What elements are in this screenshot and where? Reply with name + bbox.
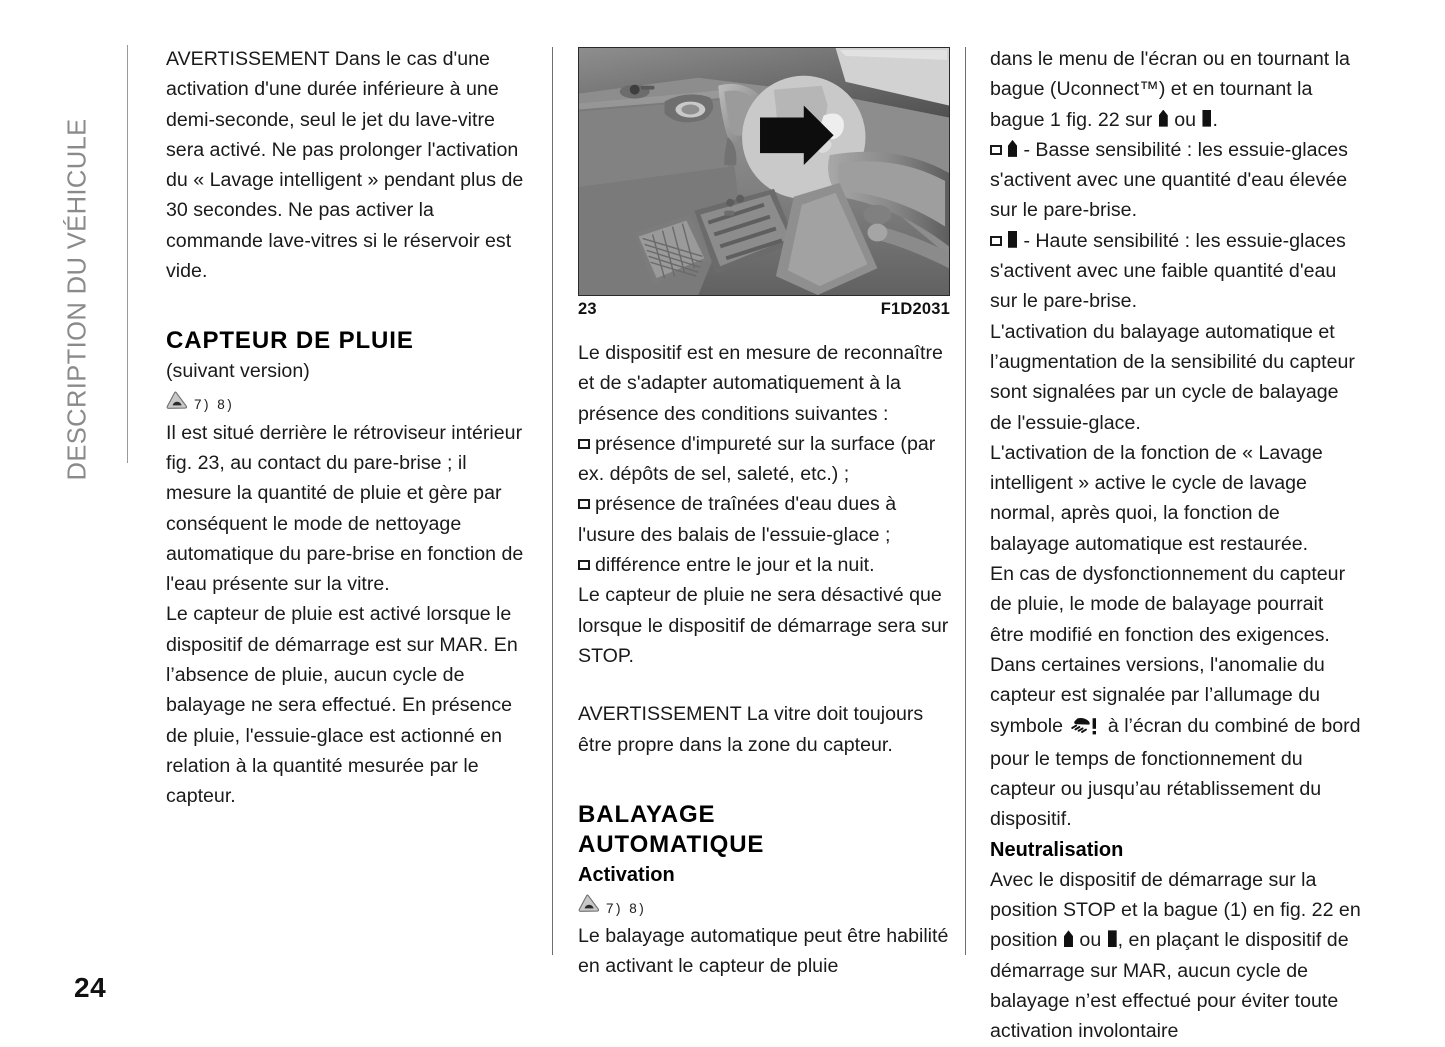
ring-text-start: dans le menu de l'écran ou en tournant la bague (Uconnect™) et en tournant la bague 1 fig. 22 sur <box>990 48 1350 131</box>
subheading-activation: Activation <box>578 863 675 886</box>
paragraph-auto-wipe-enable: Le balayage automatique peut être habilité en activant le capteur de pluie <box>578 924 949 978</box>
figure-code: F1D2031 <box>880 300 950 318</box>
column-divider-1 <box>552 47 553 955</box>
version-note: (suivant version) <box>166 360 310 383</box>
neutralisation-text-mid: ou <box>1073 929 1107 952</box>
bullet-square-icon <box>578 499 590 509</box>
bullet-square-icon <box>578 439 590 449</box>
spacer <box>578 671 950 699</box>
bullet-item-low-sensitivity <box>990 135 1362 226</box>
bullet-text: - Basse sensibilité : les essuie-glaces s'activent avec une quantité d'eau élevée sur le pare-brise. <box>990 138 1348 222</box>
neutralisation-text-start: Avec le dispositif de démarrage sur la position STOP et la bague (1) en fig. 22 en position <box>990 868 1361 952</box>
bullet-text: présence d'impureté sur la surface (par ex. dépôts de sel, saleté, etc.) ; <box>578 432 936 486</box>
footnote-marker-row-2 <box>578 893 950 919</box>
running-head-label: DESCRIPTION DU VÉHICULE <box>63 118 92 481</box>
bullet-square-icon <box>990 236 1002 246</box>
paragraph-activation-signal: L'activation du balayage automatique et l’augmentation de la sensibilité du capteur sont signalées par un cycle de balayage de l'essuie-glace. <box>990 320 1355 434</box>
paragraph-conditions-intro: Le dispositif est en mesure de reconnaître et de s'adapter automatiquement à la présence des conditions suivantes : <box>578 342 943 425</box>
paragraph-smart-wash: L'activation de la fonction de « Lavage intelligent » active le cycle de lavage normal, après quoi, la fonction de balayage automatique est restaurée. <box>990 441 1323 555</box>
bullet-text: présence de traînées d'eau dues à l'usure des balais de l'essuie-glace ; <box>578 493 897 546</box>
figure-block <box>578 47 950 319</box>
column-divider-2 <box>965 47 966 955</box>
low-sensitivity-icon <box>1159 110 1168 127</box>
figure-caption <box>578 300 950 319</box>
column-two <box>578 338 950 981</box>
page-number: 24 <box>74 972 107 1003</box>
figure-number: 23 <box>578 300 597 318</box>
subheading-neutralisation: Neutralisation <box>990 838 1124 861</box>
warning-triangle-icon <box>578 894 600 918</box>
bullet-square-icon <box>990 145 1002 155</box>
low-sensitivity-icon <box>1064 930 1073 947</box>
paragraph-neutralisation <box>990 865 1362 1047</box>
bullet-item-water-streaks <box>578 489 950 550</box>
paragraph-malfunction <box>990 559 1362 835</box>
footnote-references: 7) 8) <box>606 900 647 916</box>
malfunction-text-end: à l’écran du combiné de bord pour le temps de fonctionnement du capteur ou jusqu’au rétablissement du dispositif. <box>990 714 1361 831</box>
neutralisation-text-end: , en plaçant le dispositif de démarrage sur MAR, aucun cycle de balayage n’est effectué pour éviter toute activation involontaire <box>990 929 1349 1043</box>
paragraph-ring-menu <box>990 44 1362 135</box>
heading-balayage-automatique-line1: BALAYAGE <box>578 800 716 828</box>
heading-balayage-automatique-line2: AUTOMATIQUE <box>578 830 765 858</box>
rain-sensor-warning-icon <box>1070 714 1100 744</box>
high-sensitivity-icon <box>1108 930 1117 947</box>
ring-text-mid: ou <box>1168 108 1202 131</box>
bullet-item-high-sensitivity <box>990 226 1362 317</box>
heading-capteur-de-pluie: CAPTEUR DE PLUIE <box>166 327 414 355</box>
column-one <box>166 44 534 812</box>
running-head-rule <box>127 45 128 463</box>
malfunction-text-start: En cas de dysfonctionnement du capteur de pluie, le mode de balayage pourrait être modifié en fonction des exigences. Dans certaines versions, l'anomalie du capteur est signalée par l’allumage du symbole <box>990 563 1346 737</box>
column-three <box>990 44 1362 1047</box>
paragraph-sensor-activation: Le capteur de pluie est activé lorsque le dispositif de démarrage est sur MAR. En l’absence de pluie, aucun cycle de balayage ne sera effectué. En présence de pluie, l'essuie-glace est actionné en relation à la quantité mesurée par le capteur. <box>166 603 518 808</box>
high-sensitivity-icon <box>1008 231 1017 248</box>
ring-text-end: . <box>1212 108 1218 131</box>
spacer <box>166 286 534 326</box>
low-sensitivity-icon <box>1008 140 1017 157</box>
bullet-text: - Haute sensibilité : les essuie-glaces s'activent avec une faible quantité d'eau sur le pare-brise. <box>990 229 1346 313</box>
paragraph-sensor-location: Il est situé derrière le rétroviseur intérieur fig. 23, au contact du pare-brise ; il mesure la quantité de pluie et gère par conséquent le mode de nettoyage automatique du pare-brise en fonction de l'eau présente sur la vitre. <box>166 421 524 596</box>
figure-image-rain-sensor <box>578 47 950 296</box>
footnote-marker-row-1 <box>166 390 534 416</box>
footnote-references: 7) 8) <box>194 397 235 413</box>
running-head-tab <box>0 0 140 1018</box>
warning-paragraph-washer: AVERTISSEMENT Dans le cas d'une activation d'une durée inférieure à une demi-seconde, seul le jet du lave-vitre sera activé. Ne pas prolonger l'activation du « Lavage intelligent » pendant plus de 30 secondes. Ne pas activer la commande lave-vitres si le réservoir est vide. <box>166 48 524 283</box>
paragraph-sensor-deactivation: Le capteur de pluie ne sera désactivé que lorsque le dispositif de démarrage sera sur STOP. <box>578 584 949 667</box>
warning-triangle-icon <box>166 391 188 415</box>
high-sensitivity-icon <box>1202 110 1211 127</box>
spacer <box>578 760 950 800</box>
bullet-text: différence entre le jour et la nuit. <box>595 554 875 577</box>
bullet-square-icon <box>578 560 590 570</box>
bullet-item-impurities <box>578 429 950 490</box>
warning-paragraph-clean-glass: AVERTISSEMENT La vitre doit toujours être propre dans la zone du capteur. <box>578 703 924 756</box>
bullet-item-day-night <box>578 550 950 580</box>
